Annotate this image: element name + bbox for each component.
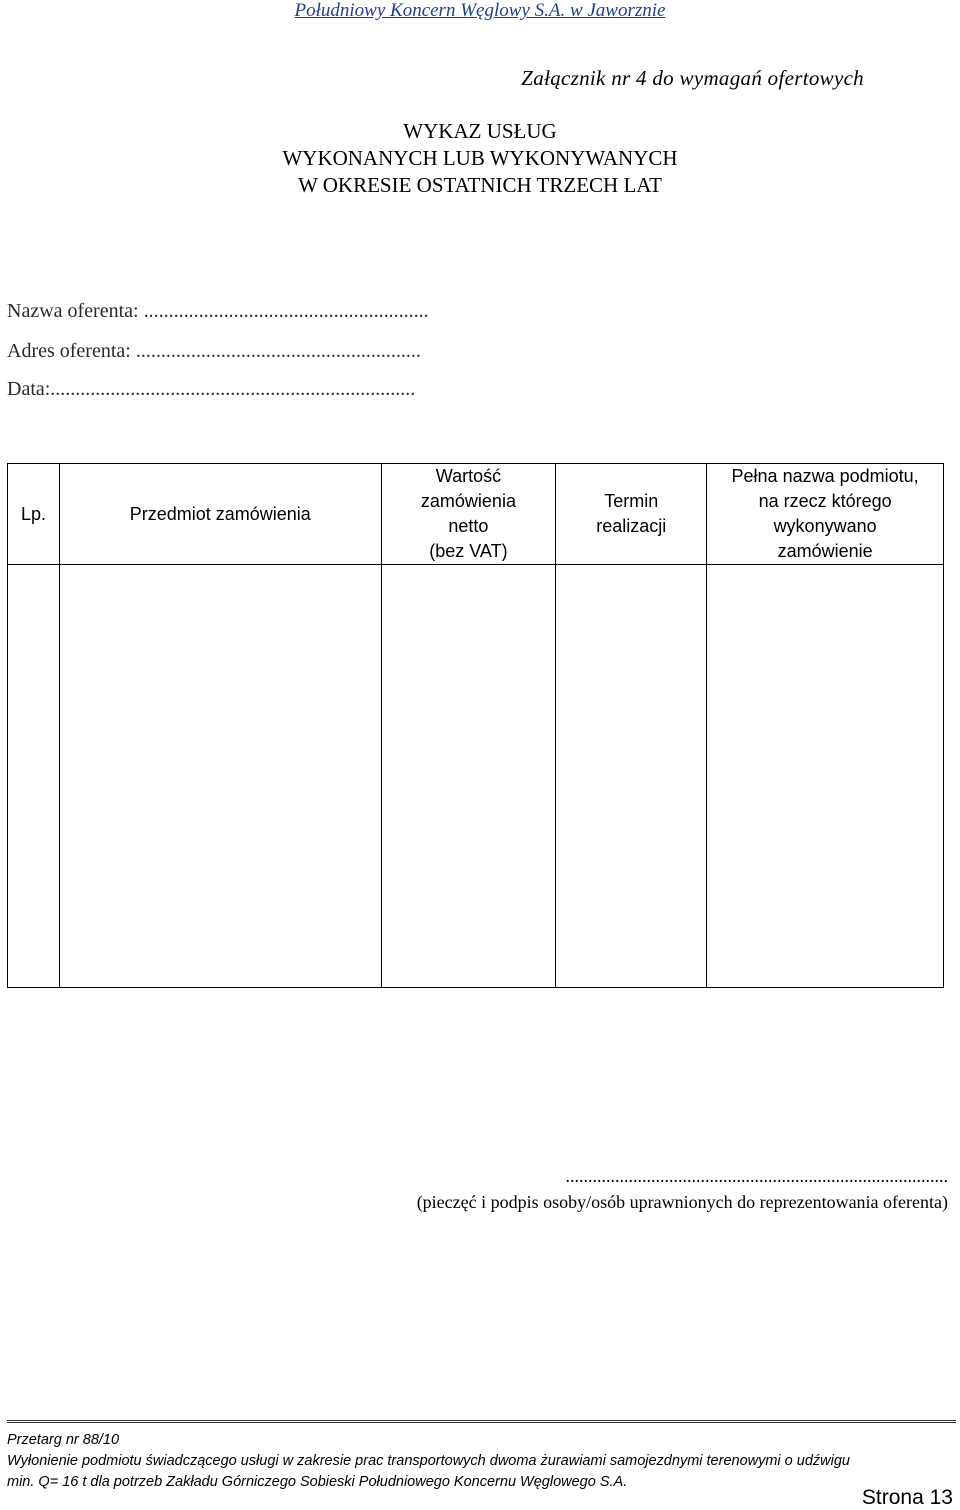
footer-description-2: min. Q= 16 t dla potrzeb Zakładu Górniczego Sobieski Południowego Koncernu Węglowego S.A. bbox=[7, 1474, 628, 1490]
bidder-name-field: Nazwa oferenta: ......................................................... bbox=[7, 300, 429, 322]
header-subject: Przedmiot zamówienia bbox=[59, 464, 381, 565]
footer-divider bbox=[7, 1420, 956, 1423]
attachment-label: Załącznik nr 4 do wymagań ofertowych bbox=[521, 66, 864, 90]
signature-block bbox=[417, 1163, 948, 1215]
table-row bbox=[8, 565, 944, 988]
header-value: Wartość zamówienia netto (bez VAT) bbox=[381, 464, 556, 565]
cell-deadline[interactable] bbox=[556, 565, 707, 988]
cell-lp[interactable] bbox=[8, 565, 60, 988]
header-client: Pełna nazwa podmiotu, na rzecz którego wykonywano zamówienie bbox=[707, 464, 944, 565]
cell-subject[interactable] bbox=[59, 565, 381, 988]
date-field: Data:......................................................................... bbox=[7, 378, 416, 400]
cell-value[interactable] bbox=[381, 565, 556, 988]
footer-description-1: Wyłonienie podmiotu świadczącego usługi w zakresie prac transportowych dwoma żurawiami samojezdnymi terenowymi o udźwigu bbox=[7, 1453, 850, 1469]
page-number: Strona 13 bbox=[861, 1486, 953, 1509]
signature-caption: (pieczęć i podpis osoby/osób uprawnionych do reprezentowania oferenta) bbox=[416, 1192, 948, 1212]
signature-dots: ..................................................................................... bbox=[565, 1166, 948, 1186]
company-header: Południowy Koncern Węglowy S.A. w Jaworznie bbox=[294, 0, 666, 21]
cell-client[interactable] bbox=[707, 565, 944, 988]
title-line-2: WYKONANYCH LUB WYKONYWANYCH bbox=[282, 146, 678, 170]
table-header-row bbox=[8, 464, 944, 565]
title-line-3: W OKRESIE OSTATNICH TRZECH LAT bbox=[298, 173, 662, 197]
document-title bbox=[0, 118, 960, 199]
services-table bbox=[7, 463, 944, 988]
title-line-1: WYKAZ USŁUG bbox=[403, 119, 557, 143]
header-deadline: Termin realizacji bbox=[556, 464, 707, 565]
bidder-address-field: Adres oferenta: ......................................................... bbox=[7, 340, 421, 362]
header-lp: Lp. bbox=[8, 464, 60, 565]
footer-tender: Przetarg nr 88/10 bbox=[7, 1432, 120, 1448]
footer bbox=[7, 1430, 957, 1493]
